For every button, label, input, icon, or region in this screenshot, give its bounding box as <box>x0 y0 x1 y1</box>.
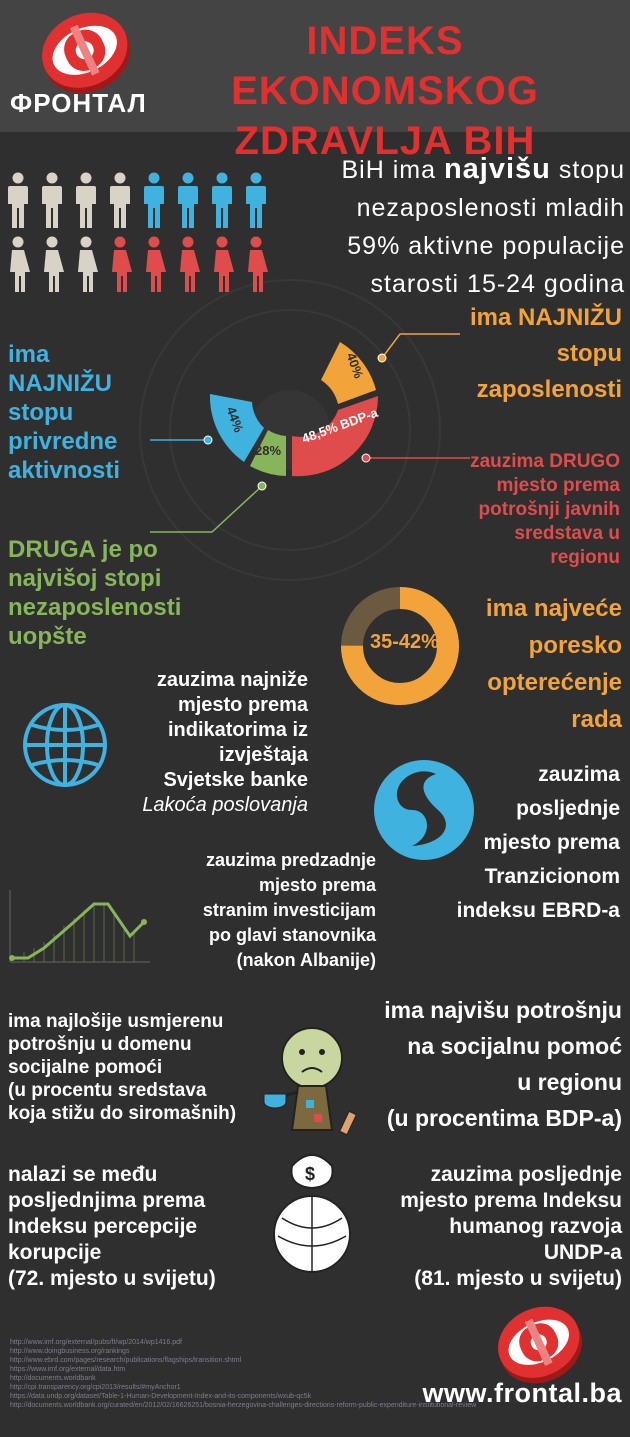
social-left-line-3: socijalne pomoći <box>8 1057 163 1078</box>
ebrd-text <box>450 758 620 928</box>
unemployment-line-4: uopšte <box>8 623 87 650</box>
tax-line-2: poresko <box>528 632 622 659</box>
source-link[interactable]: http://documents.worldbank.org/curated/en/2012/02/16626251/bosnia-herzegovina-challenges-directions-reform-public-expenditure-institutional-review <box>10 1402 477 1409</box>
unemployment-line-2: najvišoj stopi <box>8 565 162 592</box>
spending-line-2: mjesto prema <box>496 475 620 496</box>
corruption-line-1: nalazi se među <box>8 1163 158 1186</box>
hdi-line-4: UNDP-a <box>543 1241 622 1264</box>
youth-line-1b: stopu <box>558 156 625 184</box>
globe-icon <box>20 700 110 790</box>
social-left-line-5: koja stižu do siromašnih) <box>8 1103 237 1124</box>
hdi-line-2: mjesto prema Indeksu <box>400 1189 622 1212</box>
employment-text <box>440 300 622 408</box>
ebrd-line-3: mjesto prema <box>483 831 620 854</box>
activity-line-3: stopu <box>8 399 74 426</box>
title-line-2: ZDRAVLJA BIH <box>234 119 536 163</box>
social-right-line-4: (u procentima BDP-a) <box>386 1105 622 1131</box>
sources-list <box>10 1338 477 1410</box>
spending-line-1: zauzima DRUGO <box>470 451 620 472</box>
ebrd-line-5: indeksu EBRD-a <box>456 899 620 922</box>
activity-line-1: ima <box>8 341 50 368</box>
social-left-line-2: potrošnju u domenu <box>8 1034 192 1055</box>
tax-line-3: opterećenje <box>487 669 622 696</box>
source-link[interactable]: http://cpi.transparency.org/cpi2013/results/#myAnchor1 <box>10 1384 181 1391</box>
tax-line-1: ima najveće <box>485 595 622 622</box>
tax-line-4: rada <box>571 706 622 733</box>
employment-line-1: ima NAJNIŽU <box>469 304 622 331</box>
hdi-text <box>360 1162 622 1292</box>
spending-line-5: regionu <box>550 547 620 568</box>
worldbank-line-5: Svjetske banke <box>163 769 308 791</box>
worldbank-line-2: mjesto prema <box>177 694 308 716</box>
worldbank-line-1: zauzima najniže <box>156 669 308 691</box>
donut-label-blue: 44% <box>223 404 247 435</box>
worldbank-line-3: indikatorima iz <box>167 719 308 741</box>
youth-line-4: starosti 15-24 godina <box>370 270 625 298</box>
brand-name: ФРОНТАЛ <box>10 88 147 118</box>
fdi-line-4: po glavi stanovnika <box>208 925 376 945</box>
fdi-line-3: stranim investicijam <box>202 900 376 920</box>
hdi-line-1: zauzima posljednje <box>430 1163 622 1186</box>
source-link[interactable]: http://www.ebrd.com/pages/research/publications/flagships/transition.shtml <box>10 1357 242 1364</box>
worldbank-line-6: Lakoća poslovanja <box>142 794 308 816</box>
fdi-text <box>160 848 376 973</box>
unemployment-line-1: DRUGA je po <box>8 536 158 563</box>
corruption-line-3: Indeksu percepcije <box>8 1215 198 1238</box>
ebrd-line-2: posljednje <box>516 797 620 820</box>
donut-label-red: 48,5% BDP-a <box>299 404 380 447</box>
page-title <box>150 16 620 166</box>
activity-line-2: NAJNIŽU <box>8 370 113 397</box>
fdi-line-1: zauzima predzadnje <box>205 850 376 870</box>
social-right-line-2: na socijalnu pomoć <box>407 1033 622 1059</box>
footer-logo-icon <box>490 1300 590 1390</box>
social-left-text <box>8 1010 268 1125</box>
title-line-1: INDEKS EKONOMSKOG <box>231 19 539 113</box>
youth-unemployment-text <box>270 150 625 303</box>
corruption-text <box>8 1162 258 1292</box>
svg-text:$: $ <box>305 1164 316 1184</box>
employment-line-3: zaposlenosti <box>476 376 622 403</box>
social-right-line-1: ima najvišu potrošnju <box>384 997 622 1023</box>
source-link[interactable]: https://data.undp.org/dataset/Table-1-Human-Development-Index-and-its-components/wxub-qc5k <box>10 1393 312 1400</box>
youth-line-3: 59% aktivne populacije <box>347 232 625 260</box>
fdi-line-5: (nakon Albanije) <box>236 950 376 970</box>
poor-man-icon <box>262 1020 372 1140</box>
source-link[interactable]: http://www.doingbusiness.org/rankings <box>10 1348 130 1355</box>
social-left-line-1: ima najlošije usmjerenu <box>8 1011 224 1032</box>
tax-value: 35-42% <box>370 631 439 653</box>
spending-line-3: potrošnji javnih <box>478 499 620 520</box>
ebrd-line-4: Tranzicionom <box>484 865 620 888</box>
source-link[interactable]: https://www.imf.org/external/data.htm <box>10 1366 126 1373</box>
activity-line-5: aktivnosti <box>8 457 121 484</box>
corruption-line-4: korupcije <box>8 1241 102 1264</box>
worldbank-line-4: izvještaja <box>219 744 308 766</box>
footer-url[interactable]: www.frontal.ba <box>422 1378 622 1408</box>
hdi-line-3: humanog razvoja <box>449 1215 622 1238</box>
donut-label-orange: 40% <box>343 350 367 381</box>
source-link[interactable]: http://documents.worldbank <box>10 1375 96 1382</box>
social-right-line-3: u regionu <box>517 1069 622 1095</box>
social-right-text <box>362 992 622 1136</box>
youth-line-2: nezaposlenosti mladih <box>356 194 625 222</box>
corruption-line-5: (72. mjesto u svijetu) <box>8 1267 216 1290</box>
rich-man-icon <box>262 1148 362 1278</box>
activity-text <box>8 340 188 485</box>
corruption-line-2: posljednjima prema <box>8 1189 206 1212</box>
employment-line-2: stopu <box>556 340 622 367</box>
unemployment-line-3: nezaposlenosti <box>8 594 182 621</box>
activity-line-4: privredne <box>8 428 118 455</box>
investment-line-icon <box>4 886 154 966</box>
ebrd-line-1: zauzima <box>538 763 620 786</box>
social-left-line-4: (u procentu sredstava <box>8 1080 207 1101</box>
people-icons <box>4 172 274 297</box>
spending-text <box>440 450 620 570</box>
youth-line-1a: BiH ima <box>341 156 436 184</box>
donut-label-green: 28% <box>255 443 282 458</box>
tax-text <box>460 590 622 738</box>
frontal-logo-icon <box>36 8 136 98</box>
worldbank-text <box>110 668 308 818</box>
spending-line-4: sredstava u <box>514 523 620 544</box>
source-link[interactable]: http://www.imf.org/external/pubs/ft/wp/2014/wp1416.pdf <box>10 1339 182 1346</box>
youth-bold-word: najvišu <box>443 153 551 185</box>
unemployment-text <box>8 535 228 651</box>
fdi-line-2: mjesto prema <box>258 875 376 895</box>
hdi-line-5: (81. mjesto u svijetu) <box>414 1267 622 1290</box>
